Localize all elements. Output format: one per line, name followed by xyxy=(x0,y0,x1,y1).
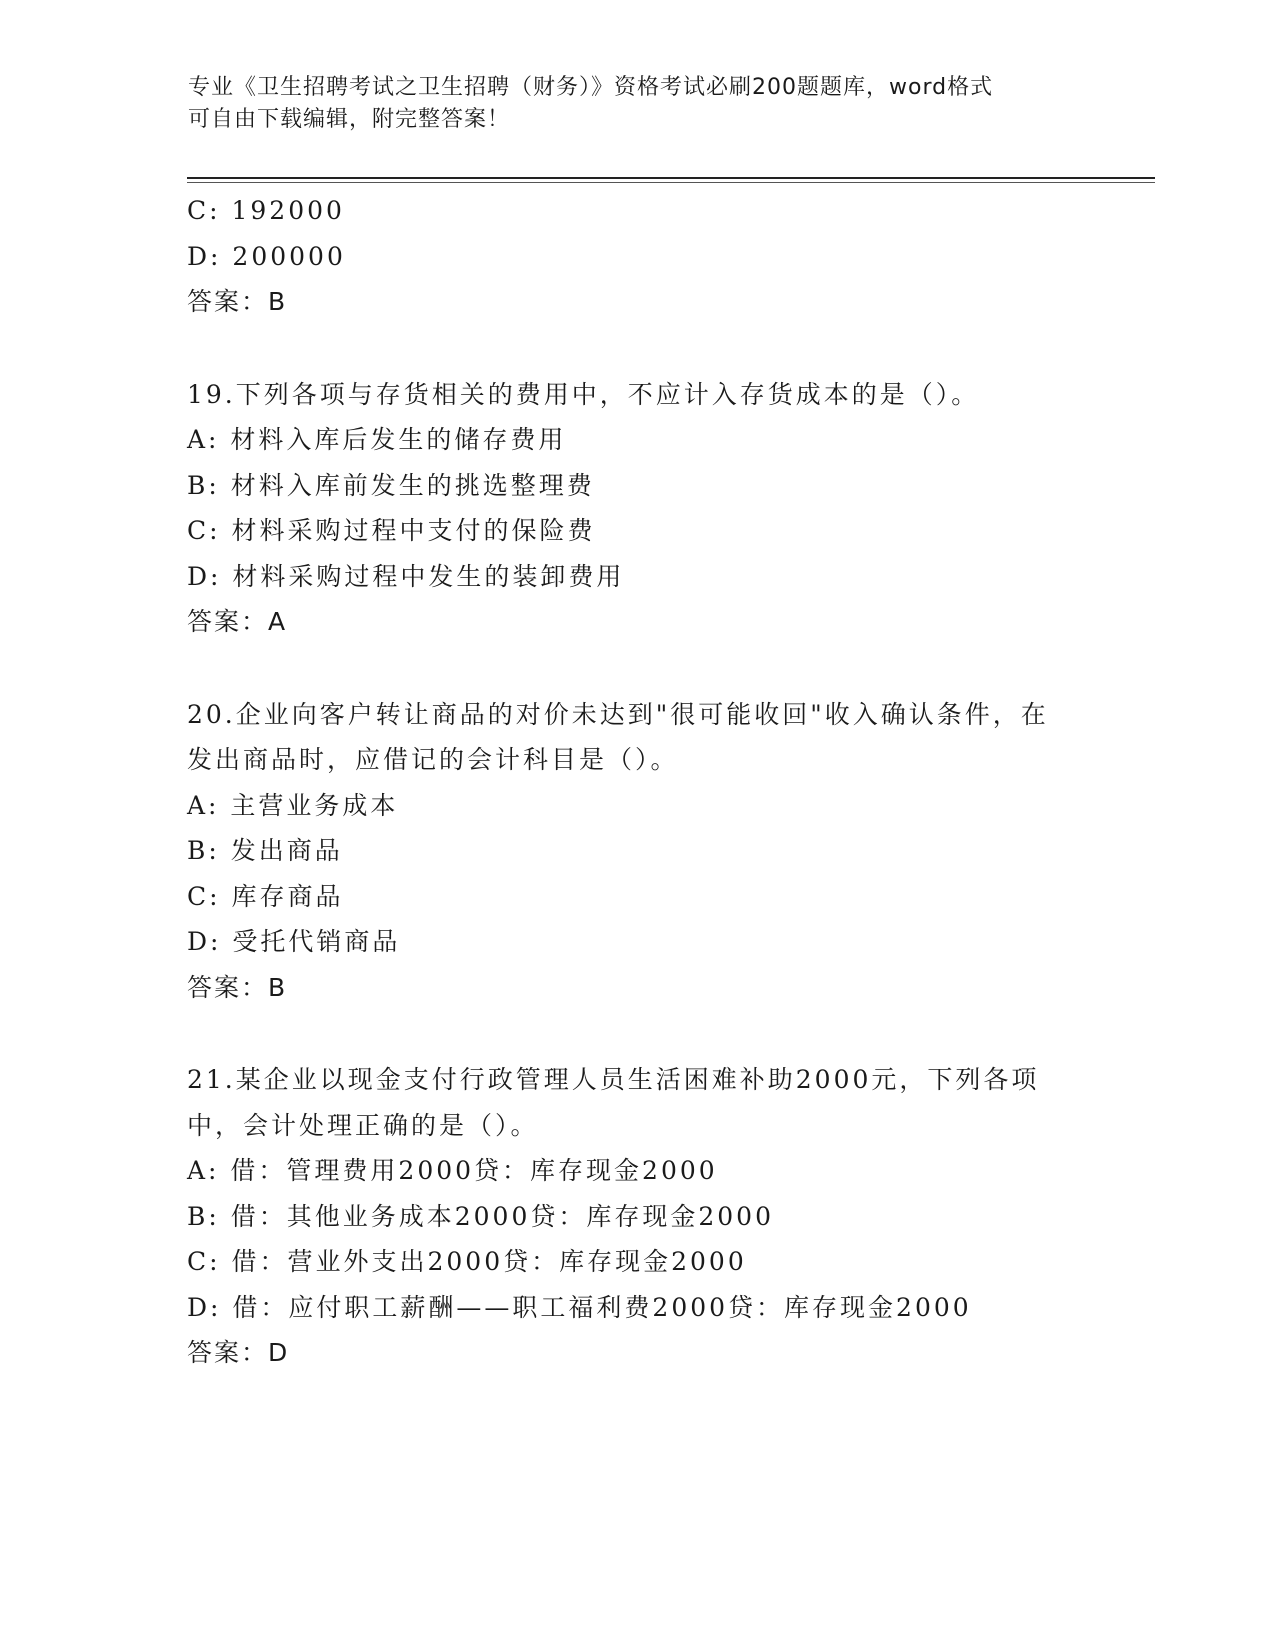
question-18-tail xyxy=(187,188,1087,325)
document-header xyxy=(188,72,1068,136)
answer-line: 答案：D xyxy=(187,1338,290,1367)
option-b: B: 借：其他业务成本2000贷：库存现金2000 xyxy=(187,1201,774,1231)
answer-line: 答案：B xyxy=(187,972,288,1002)
answer-line: 答案：A xyxy=(187,607,288,636)
question-stem: 21.某企业以现金支付行政管理人员生活困难补助2000元，下列各项 xyxy=(187,1065,1040,1094)
spacer xyxy=(187,1010,1087,1057)
question-stem: 20.企业向客户转让商品的对价未达到"很可能收回"收入确认条件，在 xyxy=(187,699,1049,729)
option-a: A: 借：管理费用2000贷：库存现金2000 xyxy=(187,1156,718,1185)
option-c: C: 192000 xyxy=(187,196,345,225)
option-d: D: 借：应付职工薪酬——职工福利费2000贷：库存现金2000 xyxy=(187,1292,972,1322)
header-divider-thick xyxy=(187,177,1155,179)
header-line-1: 专业《卫生招聘考试之卫生招聘（财务）》资格考试必刷200题题库，word格式 xyxy=(188,75,994,100)
option-b: B: 发出商品 xyxy=(187,836,343,865)
question-stem: 19.下列各项与存货相关的费用中，不应计入存货成本的是（）。 xyxy=(187,379,980,409)
option-a: A: 主营业务成本 xyxy=(187,790,399,820)
header-divider-thin xyxy=(187,182,1155,183)
option-c: C: 库存商品 xyxy=(187,881,344,911)
question-stem-continued: 发出商品时，应借记的会计科目是（）。 xyxy=(187,745,679,774)
question-20 xyxy=(187,692,1087,1011)
option-d: D: 受托代销商品 xyxy=(187,927,401,956)
option-d: D: 材料采购过程中发生的装卸费用 xyxy=(187,561,625,591)
spacer xyxy=(187,325,1087,372)
option-a: A: 材料入库后发生的储存费用 xyxy=(187,425,567,454)
question-list xyxy=(187,188,1087,1376)
header-line-2: 可自由下载编辑，附完整答案！ xyxy=(188,107,511,132)
option-c: C: 材料采购过程中支付的保险费 xyxy=(187,516,596,545)
spacer xyxy=(187,645,1087,692)
option-d: D: 200000 xyxy=(187,241,346,271)
option-c: C: 借：营业外支出2000贷：库存现金2000 xyxy=(187,1247,747,1276)
question-21 xyxy=(187,1057,1087,1376)
option-b: B: 材料入库前发生的挑选整理费 xyxy=(187,470,595,500)
question-19 xyxy=(187,372,1087,645)
answer-line: 答案：B xyxy=(187,287,288,316)
question-stem-continued: 中，会计处理正确的是（）。 xyxy=(187,1110,539,1140)
